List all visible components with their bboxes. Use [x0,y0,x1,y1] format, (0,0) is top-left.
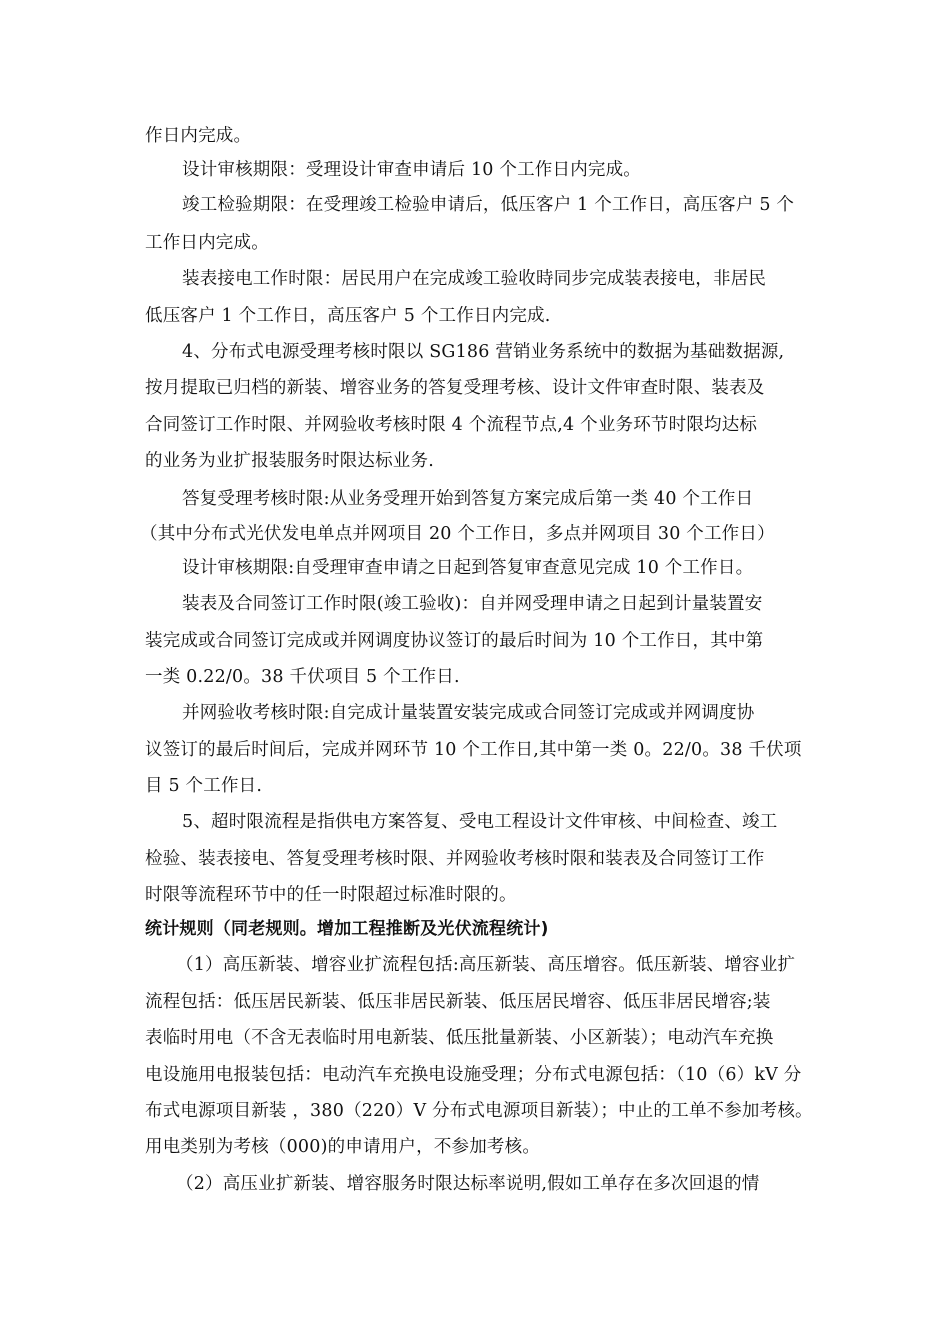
text-line: 低压客户 1 个工作日，高压客户 5 个工作日内完成. [145,306,551,326]
section-heading: 统计规则（同老规则。增加工程推断及光伏流程统计) [145,919,549,939]
text-line: 竣工检验期限：在受理竣工检验申请后，低压客户 1 个工作日，高压客户 5 个 [182,195,795,215]
text-line: 表临时用电（不含无表临时用电新装、低压批量新装、小区新装）；电动汽车充换 [145,1028,774,1048]
text-line: 设计审核期限：受理设计审查申请后 10 个工作日内完成。 [182,160,641,180]
text-line: 目 5 个工作日. [145,776,263,796]
text-line: 电设施用电报装包括：电动汽车充换电设施受理；分布式电源包括：（10（6）kV 分 [145,1065,802,1085]
text-line: 布式电源项目新装 ，380（220）V 分布式电源项目新装）；中止的工单不参加考核。 [145,1101,813,1121]
text-line: 工作日内完成。 [145,233,269,253]
text-line: 4、分布式电源受理考核时限以 SG186 营销业务系统中的数据为基础数据源, [182,342,785,362]
text-line: 装完成或合同签订完成或并网调度协议签订的最后时间为 10 个工作日，其中第 [145,631,764,651]
text-line: 并网验收考核时限:自完成计量装置安装完成或合同签订完成或并网调度协 [182,703,755,723]
text-line: 装表及合同签订工作时限(竣工验收)：自并网受理申请之日起到计量装置安 [182,594,763,614]
text-line: 流程包括：低压居民新装、低压非居民新装、低压居民增容、低压非居民增容;装 [145,992,771,1012]
text-line: （其中分布式光伏发电单点并网项目 20 个工作日，多点并网项目 30 个工作日） [140,524,775,544]
text-line: 议签订的最后时间后，完成并网环节 10 个工作日,其中第一类 0。22/0。38 千伏项 [145,740,802,760]
text-line: 作日内完成。 [145,126,252,146]
text-line: 答复受理考核时限:从业务受理开始到答复方案完成后第一类 40 个工作日 [182,489,754,509]
text-line: 装表接电工作时限：居民用户在完成竣工验收時同步完成装表接电，非居民 [182,269,767,289]
text-line: 一类 0.22/0。38 千伏项目 5 个工作日. [145,667,460,687]
text-line: 检验、装表接电、答复受理考核时限、并网验收考核时限和装表及合同签订工作 [145,849,765,869]
text-line: 按月提取已归档的新装、增容业务的答复受理考核、设计文件审查时限、装表及 [145,378,765,398]
text-line: 合同签订工作时限、并网验收考核时限 4 个流程节点,4 个业务环节时限均达标 [145,415,758,435]
text-line: 用电类别为考核（000)的申请用户，不参加考核。 [145,1137,541,1157]
text-line: 5、超时限流程是指供电方案答复、受电工程设计文件审核、中间检查、竣工 [182,812,778,832]
text-line: 时限等流程环节中的任一时限超过标准时限的。 [145,885,517,905]
text-line: 的业务为业扩报装服务时限达标业务. [145,451,434,471]
text-line: （1）高压新装、增容业扩流程包括:高压新装、高压增容。低压新装、增容业扩 [176,955,796,975]
text-line: 设计审核期限:自受理审查申请之日起到答复审查意见完成 10 个工作日。 [182,558,754,578]
text-line: （2）高压业扩新装、增容服务时限达标率说明,假如工单存在多次回退的情 [176,1174,760,1194]
